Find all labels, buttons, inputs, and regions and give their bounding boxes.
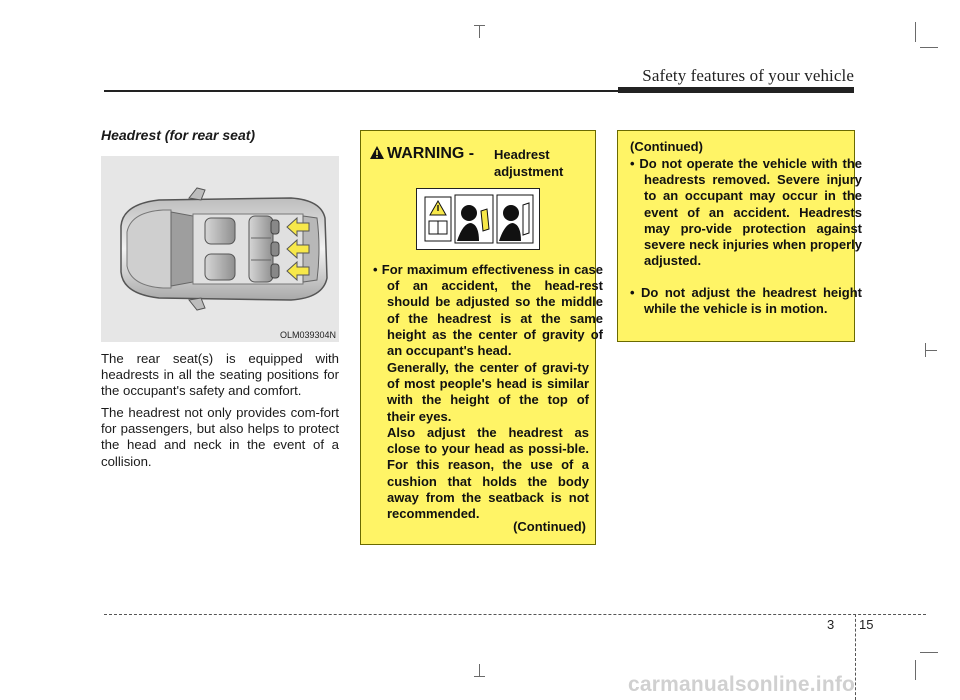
chapter-number: 3 xyxy=(827,617,835,632)
crop-mark-bottom-right-h xyxy=(920,652,938,653)
continued-bullet-2-text: Do not adjust the headrest height while the vehicle is in motion. xyxy=(641,285,862,317)
subheading: Headrest (for rear seat) xyxy=(101,127,256,143)
page-number: 15 xyxy=(859,617,874,632)
warning-subtitle: Headrest adjustment xyxy=(494,147,564,179)
car-top-view-icon xyxy=(101,156,339,342)
watermark: carmanualsonline.info xyxy=(628,673,856,696)
crop-mark-top-stem xyxy=(479,25,480,38)
footer-rule xyxy=(104,614,926,615)
headrest-pictogram xyxy=(416,188,540,250)
warning-bullet-1-text: For maximum effectiveness in case of an accident, the head-rest should be adjusted so the middle of the headrest is at the same height as the center of gravity of an occupant's head. xyxy=(381,262,603,359)
continued-bullet-1-text: Do not operate the vehicle with the headrests removed. Severe injury to an occupant may occur in the event of an accident. Headrests may pro-vide protection against severe neck injuries when properly adjusted. xyxy=(639,156,862,269)
warning-bullet-1: • For maximum effectiveness in case of an accident, the head-rest should be adjusted so the middle of the headrest is at the same height as the center of gravity of an occupant's head. xyxy=(373,262,603,359)
body-paragraph-2: The headrest not only provides com-fort for passengers, but also helps to protect the head and neck in the event of a collision. xyxy=(101,405,339,469)
warning-triangle-icon xyxy=(369,145,385,160)
footer-divider xyxy=(855,614,856,700)
warning-continued: (Continued) xyxy=(513,519,586,534)
figure-code: OLM039304N xyxy=(279,330,336,340)
warning-paragraph-3: Also adjust the headrest as close to your head as possi-ble. For this reason, the use of a cushion that holds the body away from the seatback is not recommended. xyxy=(387,425,589,522)
section-title: Safety features of your vehicle xyxy=(642,66,854,85)
continued-warning-box xyxy=(617,130,862,342)
header-rule-accent xyxy=(618,87,854,93)
car-seat-illustration xyxy=(101,156,339,342)
arrow-icon xyxy=(287,218,309,280)
continued-bullet-2: • Do not adjust the headrest height while the vehicle is in motion. xyxy=(630,285,862,317)
crop-mark-bottom xyxy=(479,664,480,676)
crop-mark-bottom-stem xyxy=(474,676,485,677)
continued-heading: (Continued) xyxy=(630,139,703,154)
crop-mark-top-right-h xyxy=(920,47,938,48)
continued-bullet-1: • Do not operate the vehicle with the headrests removed. Severe injury to an occupant may occur in the event of an accident. Headrests may pro-vide protection against severe neck injuries when properly adjusted. xyxy=(630,156,862,269)
crop-mark-right-stem xyxy=(925,350,937,351)
body-paragraph-1: The rear seat(s) is equipped with headrests in all the seating positions for the occupant's safety and comfort. xyxy=(101,351,339,399)
crop-mark-bottom-right-v xyxy=(915,660,916,680)
warning-box xyxy=(360,130,603,545)
crop-mark-top-right-v xyxy=(915,22,916,42)
warning-paragraph-2: Generally, the center of gravi-ty of most people's head is similar with the height of the top of their eyes. xyxy=(387,360,589,424)
headrest-adjustment-icon xyxy=(417,189,539,249)
warning-title: WARNING - xyxy=(387,145,475,162)
